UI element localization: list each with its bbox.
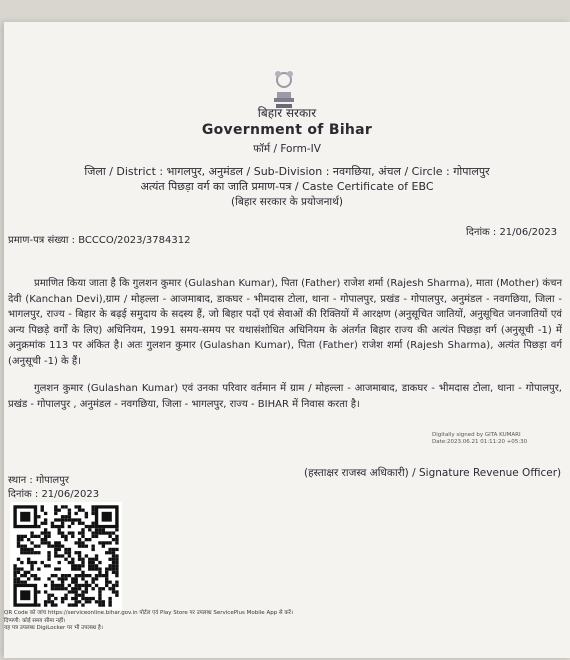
footer-line-2: दिप्पणी: कोई समय सीमा नहीं।: [4, 617, 66, 624]
digital-signature: [432, 432, 552, 446]
title-english: Government of Bihar: [201, 122, 373, 138]
issue-date: दिनांक : 21/06/2023: [466, 227, 558, 238]
sign-date: दिनांक : 21/06/2023: [8, 489, 100, 500]
qr-code[interactable]: [10, 502, 122, 610]
issued-for: (बिहार सरकार के प्रयोजनार्थ): [231, 196, 343, 208]
footer-line-3: यह पत्र उपलब्ध DigiLocker पर भी उपलब्ध है।: [4, 625, 103, 631]
certificate-body: [8, 276, 562, 424]
form-number: फॉर्म / Form-IV: [253, 143, 321, 155]
body-paragraph-1: प्रमाणित किया जाता है कि गुलशन कुमार (Gulashan Kumar), पिता (Father) राजेश शर्मा (Rajesh Sharma), माता (Mother) कंचन देवी (Kanchan Devi),ग्राम / मोहल्ला - आजमाबाद, डाकघर - भीमदास टोला, थाना - गोपालपुर, प्रखंड - गोपालपुर, अनुमंडल - नवगछिया, जिला - भागलपुर, राज्य - बिहार के बढ़ई समुदाय के सदस्य हैं, जो बिहार पदों एवं सेवाओं की रिक्तियों में आरक्षण (अनुसूचित जातियों, अनुसूचित जनजातियों एवं अन्य पिछड़े वर्गों के लिए) अधिनियम, 1991 समय-समय पर यथासंशोधित अधिनियम के अंतर्गत बिहार राज्य की अत्यंत पिछड़ा वर्ग (अनुसूची -1) में अनुक्रमांक 113 पर अंकित है। अतः गुलशन कुमार (Gulashan Kumar), पिता (Father) राजेश शर्मा (Rajesh Sharma), अत्यंत पिछड़ा वर्ग (अनुसूची -1) के हैं।: [8, 278, 562, 367]
body-paragraph-2: गुलशन कुमार (Gulashan Kumar) एवं उनका परिवार वर्तमान में ग्राम / मोहल्ला - आजमाबाद, डाकघर - भीमदास टोला, थाना - गोपालपुर, प्रखंड - गोपालपुर , अनुमंडल - नवगछिया, जिला - भागलपुर, राज्य - BIHAR में निवास करता है।: [8, 383, 562, 410]
title-hindi: बिहार सरकार: [257, 106, 317, 120]
place: स्थान : गोपालपुर: [8, 475, 69, 486]
signature-label: (हस्ताक्षर राजस्व अधिकारी) / Signature Revenue Officer): [304, 467, 562, 479]
certificate-title: अत्यंत पिछड़ा वर्ग का जाति प्रमाण-पत्र / Caste Certificate of EBC: [140, 180, 434, 193]
certificate-page: [4, 22, 570, 658]
digital-signature-date: Date:2023.06.21 01:11:20 +05:30: [432, 439, 528, 445]
state-emblem-icon: [266, 62, 302, 110]
footer-line-1: QR Code को जांच https://serviceonline.bihar.gov.in पोर्टल एवं Play Store पर उपलब्ध ServicePlus Mobile App से करें।: [4, 610, 293, 616]
digital-signature-name: Digitally signed by GITA KUMARI: [432, 432, 521, 438]
certificate-number: प्रमाण-पत्र संख्या : BCCCO/2023/3784312: [8, 235, 191, 246]
district-line: जिला / District : भागलपुर, अनुमंडल / Sub-Division : नवगछिया, अंचल / Circle : गोपालपुर: [84, 165, 490, 178]
footer-notes: [4, 610, 424, 633]
